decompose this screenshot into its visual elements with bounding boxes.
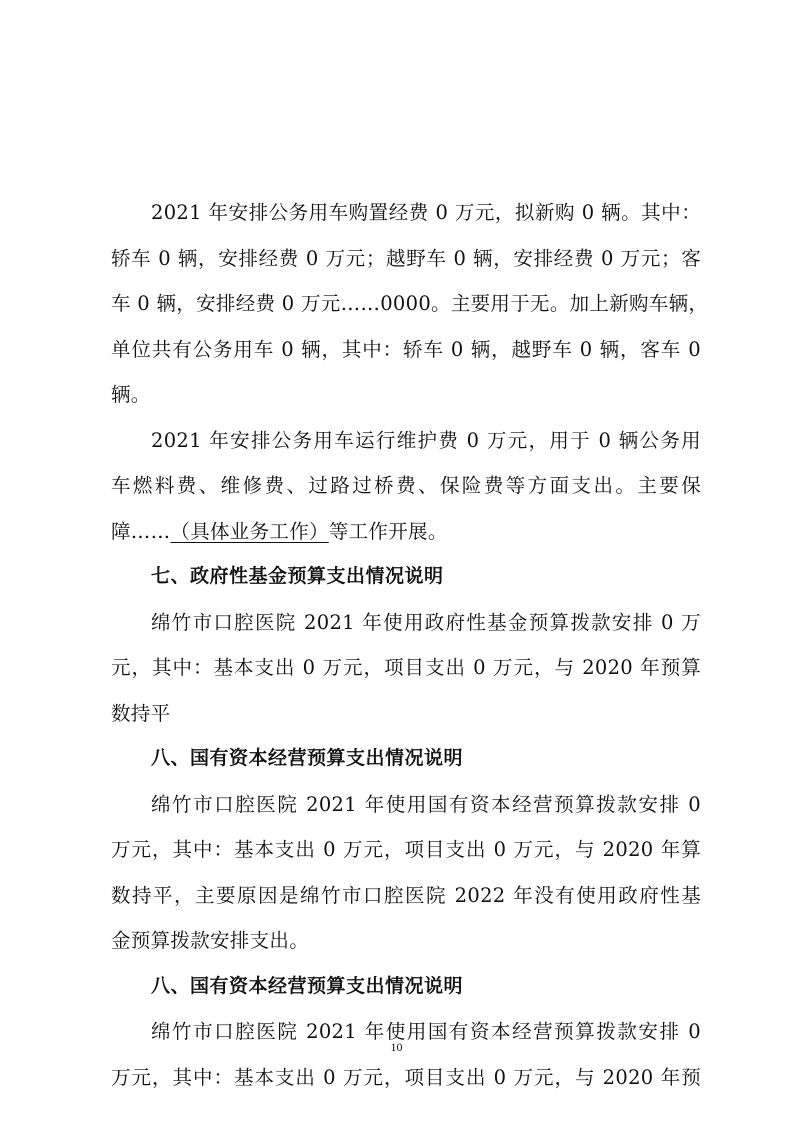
paragraph-line: 车燃料费、维修费、过路过桥费、保险费等方面支出。主要保 xyxy=(111,474,701,497)
paragraph-line: 辆。 xyxy=(111,383,151,406)
paragraph-line xyxy=(111,509,701,555)
page-number: 10 xyxy=(390,1040,403,1054)
paragraph-line: 数持平，主要原因是绵竹市口腔医院 2022 年没有使用政府性基 xyxy=(111,883,701,907)
section-heading: 八、国有资本经营预算支出情况说明 xyxy=(151,974,464,997)
paragraph-line: 2021 年安排公务用车运行维护费 0 万元，用于 0 辆公务用 xyxy=(151,428,701,452)
underlined-placeholder: （具体业务工作） xyxy=(170,519,329,543)
paragraph-line: 元，其中：基本支出 0 万元，项目支出 0 万元，与 2020 年预算 xyxy=(111,656,701,679)
paragraph-line: 金预算拨款安排支出。 xyxy=(111,929,310,952)
section-heading: 七、政府性基金预算支出情况说明 xyxy=(151,565,444,587)
document-body xyxy=(111,190,709,1100)
paragraph-line: 车 0 辆，安排经费 0 万元……0000。主要用于无。加上新购车辆， xyxy=(111,292,709,315)
paragraph-line: 绵竹市口腔医院 2021 年使用国有资本经营预算拨款安排 0 xyxy=(151,1020,701,1043)
paragraph-line: 单位共有公务用车 0 辆，其中：轿车 0 辆，越野车 0 辆，客车 0 xyxy=(111,337,701,361)
paragraph-line: 绵竹市口腔医院 2021 年使用国有资本经营预算拨款安排 0 xyxy=(151,792,701,816)
paragraph-line: 万元，其中：基本支出 0 万元，项目支出 0 万元，与 2020 年算 xyxy=(111,838,701,861)
line-text: 障…… xyxy=(111,519,171,543)
paragraph-line: 2021 年安排公务用车购置经费 0 万元，拟新购 0 辆。其中： xyxy=(151,201,701,224)
paragraph-line: 万元，其中：基本支出 0 万元，项目支出 0 万元，与 2020 年预 xyxy=(111,1065,701,1089)
paragraph-line: 绵竹市口腔医院 2021 年使用政府性基金预算拨款安排 0 万 xyxy=(151,610,701,634)
line-text: 等工作开展。 xyxy=(328,519,448,543)
paragraph-line: 数持平 xyxy=(111,701,171,725)
section-heading: 八、国有资本经营预算支出情况说明 xyxy=(151,747,464,769)
paragraph-line: 轿车 0 辆，安排经费 0 万元；越野车 0 辆，安排经费 0 万元；客 xyxy=(111,246,701,270)
